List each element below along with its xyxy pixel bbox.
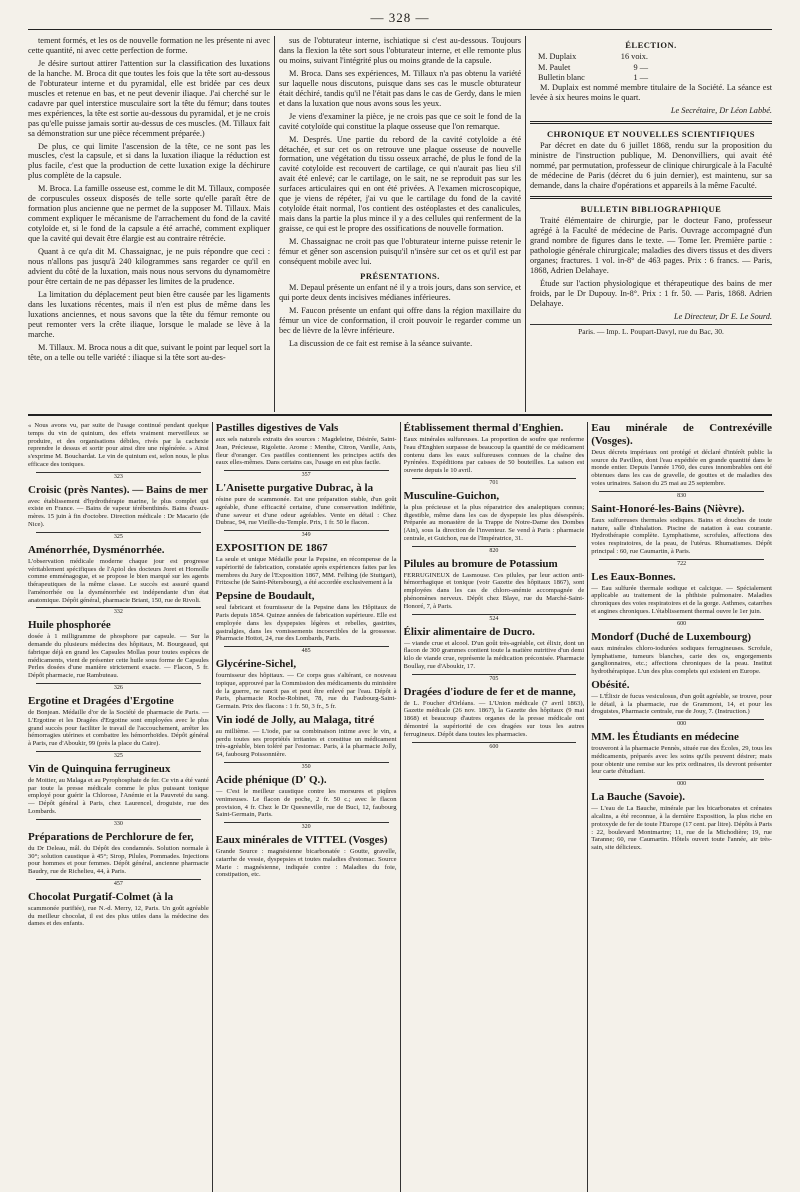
column-divider [587, 422, 588, 1192]
ad-title: Vin iodé de Jolly, au Malaga, titré [215, 713, 375, 726]
ad-text: la plus précieuse et la plus réparatrice des analeptiques connus; digestible, même dans les cas de dyspepsie les plus désespérés. Préparée au monastère de la Trappe de Notre-Dame des Dombes (Ain), sous la direction de l'inventeur. Se vend à Paris : pharmacie centrale, et Guichon, rue de l'Impératrice, 31. [403, 503, 585, 542]
ads-column-1 [28, 422, 209, 1192]
ad-number: 000 [599, 719, 764, 728]
ad-text: L'observation médicale moderne chaque jour est progresse véritablement spécifiques de l'Apiol des docteurs Joret et Homolle comme emménagogue, et se propose le bien marqué sur les agents thérapeutiques de la même classe. Le succès est assuré quand l'aménorrhée ou la dysménorrhée est indépendante d'un état anatomique. Dépôt général, pharmacie Briant, 150, rue de Rivoli. [28, 557, 209, 604]
ad-text: fournisseur des hôpitaux. — Ce corps gras s'altérant, ce nouveau topique, approuvé par la Commission des médicaments du ministère de la guerre, ne rancit pas et peut être enlevé par l'eau. Dépôt à Paris, pharmacie Roche-Robinet, 78, rue du Faubourg-Saint-Germain. Prix des flacons : 1 fr. 50, 3 fr., 5 fr. [215, 672, 397, 711]
ad-text: « Nous avons vu, par suite de l'usage continué pendant quelque temps du vin de quinium, des effets vraiment merveilleux se produire, et des organisations débiles, rivés par la cachexie reprendre le dessus et sortir pour ainsi dire une régénérée. » Ainsi s'exprime M. Bouchardat. Le vin de quinium est, selon nous, le plus efficace des toniques. [28, 422, 209, 468]
advertisement [28, 619, 209, 692]
ad-number: 349 [224, 530, 389, 539]
ad-title: Pastilles digestives de Vals [215, 422, 339, 434]
advertisement [404, 626, 585, 683]
ad-title: Glycérine-Sichel, [215, 658, 297, 671]
ad-text: du Dr Deleau, mâl. du Dépôt des condamnés. Solution normale à 30°; solution caustique à 45°; Sirop, Pilules, Pommades. Injections pour hommes et pour femmes. Dépôt général, ancienne pharmacie Baudry, rue de Richelieu, 44, à Paris. [28, 844, 209, 876]
ad-text: La seule et unique Médaille pour la Pepsine, en récompense de la supériorité de fabrication, constatée après expériences faites par les membres du Jury de l'Exposition 1867, MM. Felhing (de Stuttgart), Fritzsche (de Saint-Pétersbourg), a été accordée exclusivement à la [215, 556, 397, 587]
ad-text: scammonée purifiée), rue N.-d. Merry, 12, Paris. Un goût agréable du meilleur chocolat, il est des plus utiles dans la médecine des dames et des enfants. [28, 904, 209, 928]
paragraph: M. Chassaignac ne croit pas que l'obturateur interne puisse retenir le fémur et gêner son ascension puisqu'il n'insère sur cet os et qu'il est par conséquent mobile avec lui. [279, 237, 522, 267]
ad-number: 524 [412, 614, 577, 623]
election-heading: ÉLECTION. [625, 40, 677, 50]
advertisement [216, 482, 397, 539]
ad-text: avec établissement d'hydrothérapie marine, le plus complet qui existe en France. — Bains de vapeur térébenthinés. Bains d'eaux-mères. 15 juin à fin d'octobre. Direction médicale : Dr Macario (de Nice). [28, 497, 209, 528]
ad-number: 320 [224, 822, 389, 831]
ads-top-rule [28, 414, 772, 416]
advertisement-section [28, 422, 772, 1192]
ad-title: Eaux minérales de VITTEL (Vosges) [215, 834, 388, 847]
column-divider [212, 422, 213, 1192]
imprint: Paris. — Imp. L. Poupart-Davyl, rue du Bac, 30. [530, 324, 772, 336]
ad-title: Croisic (près Nantes). — Bains de mer [28, 483, 208, 496]
article-column-1 [28, 36, 270, 412]
ad-text: de Bonjean. Médaille d'or de la Société de pharmacie de Paris. — L'Ergotine et les Dragées d'Ergotine sont employées avec le plus grand succès pour faciliter le travail de l'accouchement, arrêter les hémorragies utérines et combattre les hémorrhoïdes. Dépôt général à Paris, rue d'Aboukir, 99 (près la place du Caire). [28, 709, 209, 748]
divider [530, 196, 772, 199]
paragraph: tement formés, et les os de nouvelle formation ne les présente ni avec cette quantité, ni avec cette perfection de forme. [28, 36, 271, 55]
advertisement [216, 774, 397, 831]
ad-text: Eaux sulfureuses thermales sodiques. Bains et douches de toute nature, salle d'inhalation. Piscine de natation à eau courante. Hydrothérapie complète. Lymphatisme, scrofules, affections des voies respiratoires, de la peau, de l'utérus. Rhumatismes. Dépôt principal : 60, rue Caumartin, à Paris. [591, 516, 772, 555]
advertisement [404, 422, 585, 487]
advertisement [216, 714, 397, 771]
advertisement [28, 422, 209, 481]
advertisement [404, 686, 585, 751]
paragraph: La discussion de ce fait est remise à la séance suivante. [289, 338, 473, 348]
advertisement [591, 503, 772, 568]
ad-number: 705 [412, 674, 577, 683]
paragraph: M. Faucon présente un enfant qui offre dans la région maxillaire du fémur un vice de conformation, il croit pouvoir le regarder comme un bec de lièvre de la lèvre inférieure. [279, 306, 522, 335]
article-column-2 [279, 36, 521, 412]
advertisement [216, 542, 397, 587]
advertisement [591, 571, 772, 628]
ad-text: — L'eau de La Bauche, minérale par les bicarbonates et crénates alcalins, a été reconnue, à la dernière Exposition, la plus riche en protoxyde de fer de toute l'Europe (17 cent. par litre). Dépôts à Paris : 22, boulevard Montmartre; 11, rue de la Michodière; 19, rue Taranne; 60, rue Caumartin. Hôtels ouvert toute l'année, air très-sain, site délicieux. [591, 805, 772, 852]
ad-number: 457 [36, 879, 201, 888]
advertisement [216, 658, 397, 711]
ad-text: — viande crue et alcool. D'un goût très-agréable, cet élixir, dont un flacon de 300 grammes contient toute la matière nutritive d'un demi kilo de viande crue, représente la médication préconisée. Pharmacie Boullay, rue d'Aboukir, 17. [403, 639, 585, 670]
ad-title: Acide phénique (D' Q.). [215, 774, 327, 787]
ad-text: — Eau sulfurée thermale sodique et calcique. — Spécialement applicable au traitement de la phthisie pulmonaire. Maladies chroniques des voies respiratoires et de la gorge. Asthmes, catarrhes et angines chroniques. L'établissement thermal ouvre le 1er juin. [591, 584, 772, 615]
ad-title: Chocolat Purgatif-Colmet (à la [28, 890, 174, 903]
column-divider [525, 36, 526, 412]
article-section [28, 36, 772, 412]
ad-number: 600 [599, 619, 764, 628]
advertisement [591, 631, 772, 676]
ad-text: Deux décrets impériaux ont protégé et déclaré d'intérêt public la source du Pavillon, dont l'eau expédiée en grande quantité dans le monde entier. Depuis l'année 1760, des cures innombrables ont été obtenues dans les cas de gravelle, de gouttes et de maladies des voies urinaires. Saison du 25 mai au 25 septembre. [591, 448, 772, 487]
ad-title: Vin de Quinquina ferrugineux [28, 762, 171, 775]
ad-title: Dragées d'iodure de fer et de manne, [403, 685, 576, 698]
bibliography-entry: Étude sur l'action physiologique et thérapeutique des bains de mer froids, par le Dr Dupouy. In-8°. Prix : 1 fr. 50. — Paris, 1868. Adrien Delahaye. [530, 278, 773, 308]
ad-title: Préparations de Perchlorure de fer, [28, 830, 194, 843]
advertisement [28, 831, 209, 888]
ad-number: 701 [412, 478, 577, 487]
advertisement [28, 544, 209, 617]
ad-title: Eau minérale de Contrexéville (Vosges). [591, 422, 772, 447]
ad-title: Musculine-Guichon, [403, 489, 500, 502]
ad-title: Ergotine et Dragées d'Ergotine [28, 695, 174, 708]
ad-number: 820 [412, 546, 577, 555]
chronique-text: Par décret en date du 6 juillet 1868, rendu sur la proposition du ministre de l'instruction publique, M. Denonvilliers, qui avait été nommé, par permutation, professeur de clinique chirurgicale à la Faculté de médecine de Paris (décret du 6 juin dernier), est maintenu, sur sa demande, dans la chaire d'opérations et appareils à la même Faculté. [530, 141, 773, 191]
ad-text: — C'est le meilleur caustique contre les morsures et piqûres venimeuses. Le flacon de poche, 2 fr. 50 c.; avec le flacon provision, 4 fr. Chez le Dr Quesneville, rue de Buci, 12, faubourg Saint-Germain, Paris. [215, 788, 397, 819]
vote-table [530, 52, 772, 83]
paragraph: M. Depaul présente un enfant né il y a trois jours, dans son service, et qui porte deux dents incisives médianes inférieures. [279, 283, 522, 303]
ad-title: Les Eaux-Bonnes. [591, 570, 676, 583]
paragraph: Je désire surtout attirer l'attention sur la classification des luxations de la hanche. M. Broca dit que toutes les fois que la tête sort au-dessous de l'obturateur interne et du pyramidal, elle est bridée par ces deux muscles et retenue en bas, et ne peut devenir iliaque. J'ai cherché sur le cadavre par quel interstice musculaire sort la tête du fémur; dans toutes mes expériences, la tête est sortie au-dessous du pyramidal, et je ne crois pas qu'elle puisse jamais sortir au-dessus de ces muscles. (M. Tillaux fait sa démonstration sur une pièce récemment préparée.) [28, 58, 271, 138]
advertisement [216, 834, 397, 879]
advertisement [216, 590, 397, 655]
ad-title: Obésité. [591, 678, 630, 691]
ads-column-3 [404, 422, 585, 1192]
page-number: — 328 — [370, 10, 430, 25]
advertisement [28, 484, 209, 541]
column-divider [274, 36, 275, 412]
paragraph: De plus, ce qui limite l'ascension de la tête, ce ne sont pas les muscles, c'est la capsule, et si dans la luxation iliaque la réduction est plus facile, c'est que la production de cette luxation exige la déchirure plus complète de la capsule. [28, 141, 271, 181]
election-result: M. Duplaix est nommé membre titulaire de la Société. La séance est levée à six heures moins le quart. [530, 83, 773, 103]
chronique-heading: CHRONIQUE ET NOUVELLES SCIENTIFIQUES [547, 129, 755, 140]
header-rule [28, 29, 772, 30]
ad-number: 326 [36, 683, 201, 692]
ad-title: Pepsine de Boudault, [215, 590, 315, 603]
paragraph: sus de l'obturateur interne, ischiatique si c'est au-dessous. Toujours dans la flexion la tête sort sous l'obturateur interne, et elle remonte plus ou moins, suivant l'intégrité plus ou moins grande de la capsule. [279, 36, 522, 65]
ad-title: EXPOSITION DE 1867 [215, 542, 328, 555]
ad-title: Élixir alimentaire de Ducro. [403, 625, 535, 638]
section-heading: PRÉSENTATIONS. [360, 270, 440, 281]
ad-number: 485 [224, 646, 389, 655]
ad-title: Établissement thermal d'Enghien. [403, 422, 564, 434]
vote-row: M. Duplaix 16 voix. [538, 52, 648, 62]
paragraph: M. Després. Une partie du rebord de la cavité cotyloïde a été détachée, et sur cet os on retrouve une plaque osseuse de nouvelle formation, une végétation du tissu osseux arraché, de plus le fond de la cavité cotyloïde est recouvert de cartilage, ce qui n'aurait pas lieu s'il avait été enlevé; car le cartilage, on le sait, ne se reproduit pas sur les surfaces articulaires qui en ont été privées. A l'examen microscopique, que je viens de répéter, j'ai vu que le cartilage du fond de la cavité cotyloïde était normal, l'os contient des ostéoplastes et des canalicules, mais dans la partie la plus mince il y a des cellules qui renferment de la graisse, ce qui est le propre des ossifications de nouvelle formation. [279, 134, 522, 234]
ad-number: 330 [36, 819, 201, 828]
ad-number: 323 [36, 472, 201, 481]
ad-title: La Bauche (Savoie). [591, 791, 686, 804]
advertisement [216, 422, 397, 479]
ad-title: Aménorrhée, Dysménorrhée. [28, 543, 165, 556]
secretary-signature: Le Secrétaire, Dr Léon Labbé. [670, 106, 773, 116]
ad-number: 600 [412, 742, 577, 751]
ad-number: 325 [36, 751, 201, 760]
bulletin-heading: BULLETIN BIBLIOGRAPHIQUE [580, 204, 722, 215]
ad-title: Mondorf (Duché de Luxembourg) [591, 630, 752, 643]
ads-column-2 [216, 422, 397, 1192]
ad-text: seul fabricant et fournisseur de la Pepsine dans les Hôpitaux de Paris depuis 1854. Quinze années de fabrication supérieure. Elle est employée dans les dyspepsies légères et rebelles, gastrites, gastralgies, dans les vomissements incoercibles de la grossesse. Pharmacie Hottot, 24, rue des Lombards, Paris. [215, 604, 397, 643]
ad-text: résine pure de scammonée. Est une préparation stable, d'un goût agréable, d'une efficacité certaine, d'une conservation indéfinie, d'une saveur et d'une odeur agréables. Vente en détail : Chez Dubrac, 94, rue Vieille-du-Temple. Prix, 1 fr. 50 le flacon. [215, 496, 397, 527]
advertisement [404, 490, 585, 555]
advertisement [28, 763, 209, 828]
ad-text: de L. Foucher d'Orléans. — L'Union médicale (7 avril 1863), Gazette médicale (26 nov. 1867), la Gazette des hôpitaux (9 mai 1868) et beaucoup d'autres organes de la presse médicale ont démontré la supériorité de ces dragées sur tous les autres ferrugineux. Dépôt dans toutes les pharmacies. [403, 699, 585, 738]
ad-text: FERRUGINEUX de Lasmouse. Ces pilules, par leur action anti-hémorrhagique et tonique (voir Gazette des hôpitaux 1867), sont employées dans les cas de chloro-anémie accompagnée de phénomènes nerveux. Dépôt chez Blaye, rue du Marché-Saint-Honoré, 7, à Paris. [403, 571, 585, 610]
ad-text: aux sels naturels extraits des sources : Magdeleine, Désirée, Saint-Jean, Précieuse, Rigolette. Arome : Menthe, Citron, Vanille, Anis, fleur d'oranger. Ces pastilles contiennent les principes actifs des eaux elles-mêmes. Dans certains cas, l'usage en est plus facile. [215, 435, 397, 467]
divider [530, 121, 772, 124]
paragraph: Je viens d'examiner la pièce, je ne crois pas que ce soit le fond de la cavité cotyloïde qui constitue la plaque osseuse que l'on remarque. [279, 111, 522, 131]
ad-text: Grande Source : magnésienne bicarbonatée : Goutte, gravelle, catarrhe de vessie, dyspepsies et toutes maladies d'estomac. Source Marie : magnésienne, indiquée contre : Maladies du foie, constipation, etc. [215, 848, 397, 879]
paragraph: Quant à ce qu'a dit M. Chassaignac, je ne puis répondre que ceci : nous n'allons pas jusqu'à 240 kilogrammes sans regarder ce qu'il en advient du côté de la luxation, mais nous nous servons du dynamomètre pour être certain de ne pas dépasser les limites de la prudence. [28, 247, 271, 286]
column-divider [400, 422, 401, 1192]
paragraph: M. Broca. La famille osseuse est, comme le dit M. Tillaux, composée de corpuscules osseux disposés de telle sorte qu'elle paraît être de formation plus ancienne que ne permet de la supposer M. Tillaux. Mais comment expliquer le mécanisme de l'arrachement du fond de la cavité cotyloïde et, si le fond de la capsule a été arraché, comment expliquer que la cavité qui devait être élargie est au contraire rétrécie. [28, 184, 271, 244]
vote-row: M. Paulet 9 — [538, 62, 648, 72]
ad-text: de Moitier, au Malaga et au Pyrophosphate de fer. Ce vin a été vanté par toute la presse médicale comme le plus puissant tonique employé pour guérir la Chlorose, l'Anémie et la Pauvreté du sang. — Dépôt général à Paris, chez Laurencel, droguiste, rue des Lombards. [28, 776, 209, 815]
advertisement [591, 422, 772, 500]
vote-row: Bulletin blanc 1 — [538, 72, 648, 82]
ad-number: 325 [36, 532, 201, 541]
paragraph: M. Broca. Dans ses expériences, M. Tillaux n'a pas obtenu la variété sur laquelle nous discutons, puisque dans ses cas le muscle obturateur était déchiré, tandis qu'il ne l'était pas dans le cas de Gerdy, dans le mien et dans la luxation que nous avons sous les yeux. [279, 68, 522, 108]
ad-text: eaux minérales chloro-iodurées sodiques ferrugineuses. Scrofule, lymphatisme, tumeurs blanches, carie des os, engorgements ganglionnaires, etc.; affections chroniques de la peau. Institut hydrothérapique. L'un des plus complets qui existent en Europe. [591, 644, 772, 676]
ad-title: Saint-Honoré-les-Bains (Nièvre). [591, 502, 745, 515]
ad-number: 357 [224, 470, 389, 479]
article-column-3 [530, 36, 772, 412]
ad-text: Eaux minérales sulfureuses. La proportion de soufre que renferme l'eau d'Enghien surpasse de beaucoup la quantité de ce médicament contenu dans les eaux sulfureuses connues de la chaîne des Pyrénées. Expéditions par caisses de 50 bouteilles. La saison est ouverte depuis le 10 avril. [403, 435, 585, 475]
journal-page [28, 10, 772, 1192]
ad-title: Huile phosphorée [28, 619, 111, 632]
paragraph: La limitation du déplacement peut bien être causée par les ligaments dans les luxations récentes, mais il n'en est plus de même dans les luxations anciennes, et nous savons que la tête du fémur remonte ou peut remonter vers la crête iliaque, lorsque le malade se lève à la marche. [28, 289, 271, 339]
ad-text: dosée à 1 milligramme de phosphore par capsule. — Sur la demande du plusieurs médecins des hôpitaux, M. Bourgeaud, qui fabrique déjà en grand les Capsules Mollas pour toutes espèces de médicaments, vient de présenter cette huile sous forme de Capsules Perles dosées d'une manière strictement exacte. — Flacon, 5 fr. Dépôt pharmacie, rue Rambuteau. [28, 633, 209, 680]
ad-text: trouveront à la pharmacie Pennès, située rue des Écoles, 29, tous les médicaments, préparés avec les soins qu'ils peuvent désirer; mais pour obtenir une remise sur les prix ordinaires, ils devront présenter leur carte d'étudiant. [591, 745, 772, 776]
advertisement [591, 679, 772, 728]
ad-title: L'Anisette purgative Dubrac, à la [215, 482, 374, 495]
ad-number: 830 [599, 491, 764, 500]
ads-column-4 [591, 422, 772, 1192]
advertisement [591, 791, 772, 852]
ad-number: 000 [599, 779, 764, 788]
ad-text: au millième. — L'iode, par sa combinaison intime avec le vin, a perdu toutes ses propriétés irritantes et constitue un médicament très-agréable, bien toléré par l'estomac. Paris, à la pharmacie Jolly, 64, faubourg Poissonnière. [215, 727, 397, 759]
advertisement [404, 558, 585, 623]
advertisement [591, 731, 772, 788]
ad-title: Pilules au bromure de Potassium [403, 557, 558, 570]
paragraph: M. Tillaux. M. Broca nous a dit que, suivant le point par lequel sort la tête, on a telle ou telle variété : iliaque si la tête sort au-des- [28, 342, 271, 362]
gerant-signature: Le Directeur, Dr E. Le Sourd. [673, 311, 773, 321]
ad-title: MM. les Étudiants en médecine [591, 731, 739, 744]
ad-number: 722 [599, 559, 764, 568]
ad-text: — L'Élixir de fucus vesiculosus, d'un goût agréable, se trouve, pour le détail, à la pharmacie, rue de Grammont, 14, et pour les droguistes, Pharmacie centrale, rue de Jouy, 7. (Instruction.) [591, 692, 772, 716]
ad-number: 332 [36, 607, 201, 616]
advertisement [28, 695, 209, 760]
bibliography-entry: Traité élémentaire de chirurgie, par le docteur Fano, professeur agrégé à la Faculté de médecine de Paris. Ouvrage accompagné d'un grand nombre de figures dans le texte. — Tome Ier. Première partie : pathologie générale chirurgicale; maladies des divers tissus et des divers organes; fractures. 1 vol. in-8° de 463 pages. Prix : 6 francs. — Paris, 1868, Adrien Delahaye. [530, 216, 773, 276]
ad-number: 350 [224, 762, 389, 771]
advertisement [28, 891, 209, 928]
